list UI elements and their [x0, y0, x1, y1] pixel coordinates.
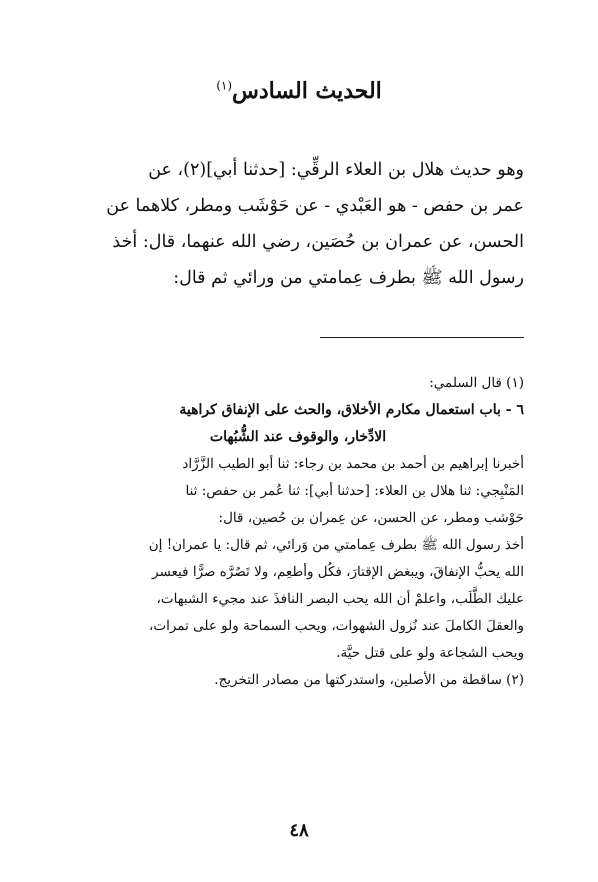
page-number: ٤٨ — [289, 820, 309, 841]
main-hadith-text — [72, 152, 524, 296]
footnote-separator — [320, 337, 524, 338]
footnote-1-line: الله يحبُّ الإنفاقَ، ويبغض الإقتارَ، فكُل وأطعِم، ولا تَصُرَّه صرًّا فيعسر — [152, 564, 524, 580]
footnote-1-line: أخذ رسول الله ﷺ بطرف عِمامتي من وَرائي، ثم قال: يا عمران! إن — [148, 537, 524, 553]
footnote-1-line: عليك الطَّلَب، واعلمْ أن الله يحب البصر النافذَ عند مجيء الشبهات، — [156, 591, 524, 607]
footnote-1-heading-cont: الادِّخار، والوقوف عند الشُّبُهات — [209, 429, 387, 445]
footnote-1-line: أخبرنا إبراهيم بن أحمد بن محمد بن رجاء: ثنا أبو الطيب الزَّرَّاد — [182, 456, 524, 472]
footnote-1-label: (١) قال السلمي: — [429, 375, 524, 391]
main-line: عمر بن حفص - هو العَبْدي - عن حَوْشَب ومطر، كلاهما عن — [106, 196, 524, 216]
footnote-1-line: والعقلَ الكاملَ عند نُزول الشهوات، ويحب السماحة ولو على تمرات، — [149, 618, 524, 634]
footnote-1-line: حَوْشب ومطر، عن الحسن، عن عِمران بن حُصين، قال: — [218, 510, 524, 526]
main-line: رسول الله ﷺ بطرف عِمامتي من ورائي ثم قال: — [173, 268, 524, 288]
footnotes — [72, 370, 524, 694]
page-title — [0, 78, 598, 104]
footnote-1-line: ويحب الشجاعة ولو على قتل حيَّة. — [336, 645, 524, 661]
footnote-1-line: المَنْبِجي: ثنا هلال بن العلاء: [حدثنا أبي]: ثنا عُمر بن حفص: ثنا — [185, 483, 524, 499]
title-text: الحديث السادس — [232, 78, 382, 104]
main-line: وهو حديث هلال بن العلاء الرقِّي: [حدثنا أبي](٢)، عن — [148, 160, 524, 180]
footnote-2: (٢) ساقطة من الأصلين، واستدركتها من مصادر التخريج. — [214, 672, 524, 688]
footnote-1-heading: ٦ - باب استعمال مكارم الأخلاق، والحث على الإنفاق كراهية — [179, 402, 524, 418]
main-line: الحسن، عن عمران بن حُصَين، رضي الله عنهما، قال: أخذ — [112, 232, 524, 252]
title-footnote-marker: (١) — [216, 78, 233, 93]
